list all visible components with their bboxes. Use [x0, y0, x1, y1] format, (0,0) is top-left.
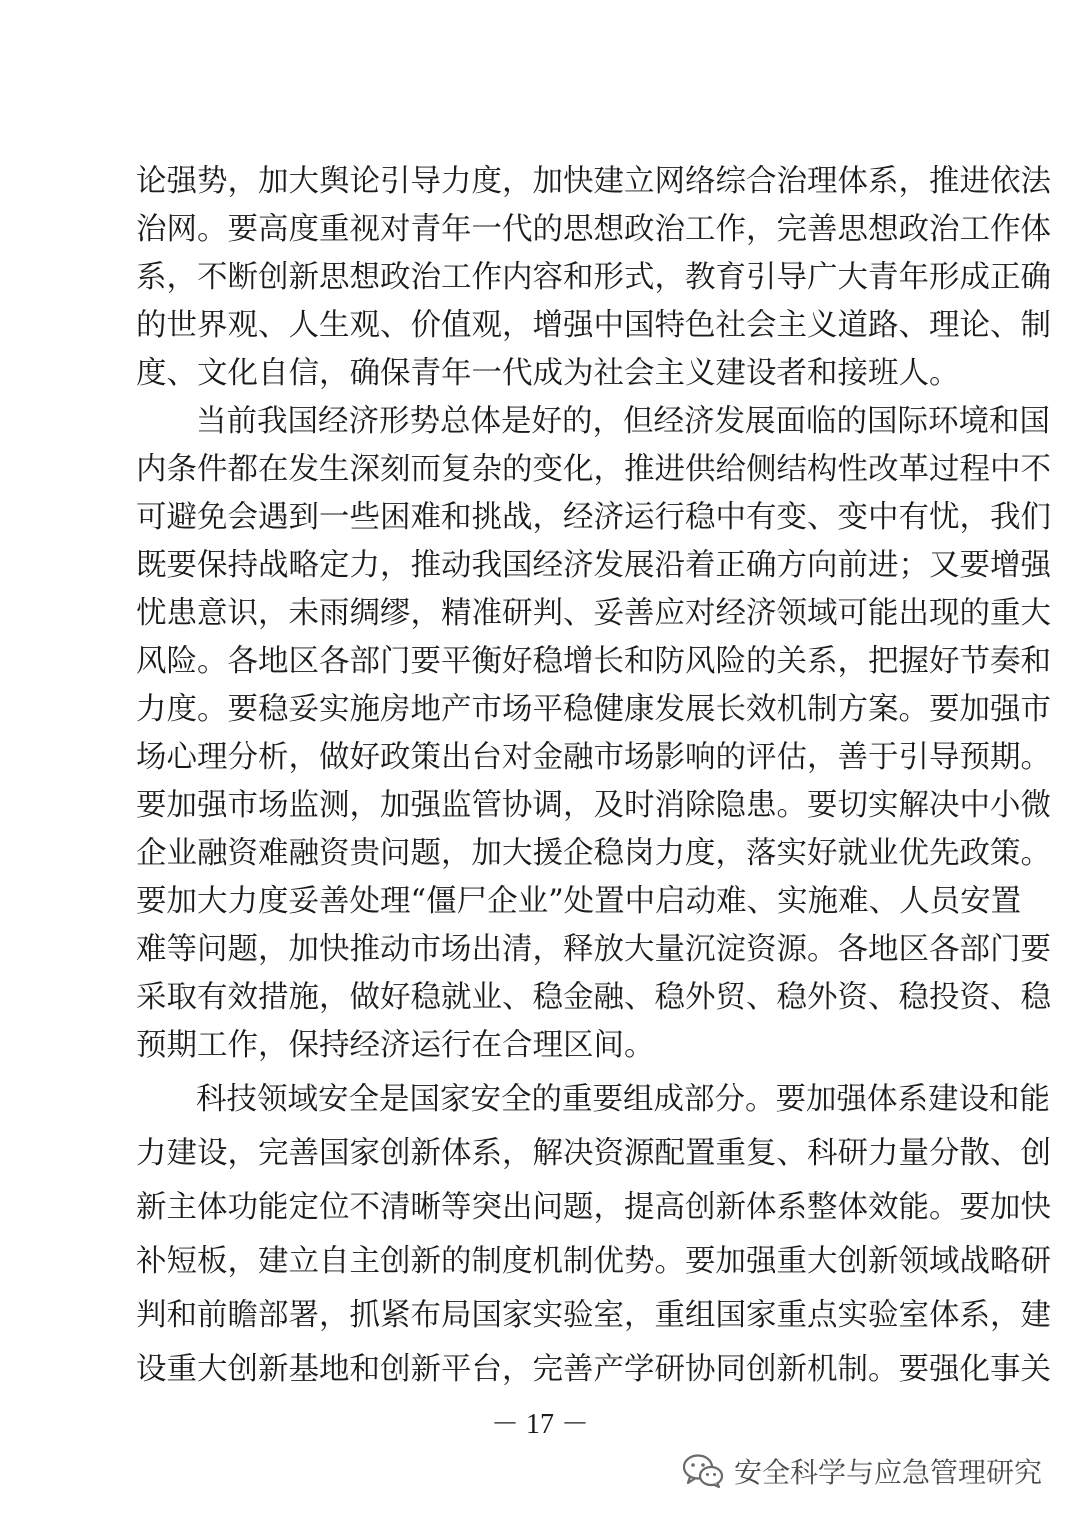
text-line: 忧患意识，未雨绸缪，精准研判、妥善应对经济领域可能出现的重大 [136, 596, 1051, 631]
wechat-icon [682, 1453, 724, 1489]
text-line: 内条件都在发生深刻而复杂的变化，推进供给侧结构性改革过程中不 [136, 452, 1051, 487]
text-line: 要加大力度妥善处理“僵尸企业”处置中启动难、实施难、人员安置 [136, 884, 1022, 919]
text-line: 要加强市场监测，加强监管协调，及时消除隐患。要切实解决中小微 [136, 788, 1051, 823]
text-line: 风险。各地区各部门要平衡好稳增长和防风险的关系，把握好节奏和 [136, 644, 1051, 679]
text-line: 判和前瞻部署，抓紧布局国家实验室，重组国家重点实验室体系，建 [136, 1298, 1051, 1333]
text-line: 企业融资难融资贵问题，加大援企稳岗力度，落实好就业优先政策。 [136, 836, 1051, 871]
text-line: 既要保持战略定力，推动我国经济发展沿着正确方向前进；又要增强 [136, 548, 1051, 583]
text-line: 补短板，建立自主创新的制度机制优势。要加强重大创新领域战略研 [136, 1244, 1051, 1279]
text-line: 场心理分析，做好政策出台对金融市场影响的评估，善于引导预期。 [136, 740, 1051, 775]
watermark [682, 1449, 1042, 1493]
text-line: 论强势，加大舆论引导力度，加快建立网络综合治理体系，推进依法 [136, 164, 1051, 199]
text-line: 系，不断创新思想政治工作内容和形式，教育引导广大青年形成正确 [136, 260, 1051, 295]
text-line: 力度。要稳妥实施房地产市场平稳健康发展长效机制方案。要加强市 [136, 692, 1051, 727]
text-line: 预期工作，保持经济运行在合理区间。 [136, 1028, 655, 1063]
text-line: 可避免会遇到一些困难和挑战，经济运行稳中有变、变中有忧，我们 [136, 500, 1051, 535]
text-line: 难等问题，加快推动市场出清，释放大量沉淀资源。各地区各部门要 [136, 932, 1051, 967]
watermark-text: 安全科学与应急管理研究 [733, 1456, 1042, 1489]
text-line: 的世界观、人生观、价值观，增强中国特色社会主义道路、理论、制 [136, 308, 1051, 343]
paragraph-first-line: 科技领域安全是国家安全的重要组成部分。要加强体系建设和能 [196, 1082, 1050, 1117]
text-line: 设重大创新基地和创新平台，完善产学研协同创新机制。要强化事关 [136, 1352, 1051, 1387]
text-line: 采取有效措施，做好稳就业、稳金融、稳外贸、稳外资、稳投资、稳 [136, 980, 1051, 1015]
text-line: 力建设，完善国家创新体系，解决资源配置重复、科研力量分散、创 [136, 1136, 1051, 1171]
text-line: 新主体功能定位不清晰等突出问题，提高创新体系整体效能。要加快 [136, 1190, 1051, 1225]
text-line: 度、文化自信，确保青年一代成为社会主义建设者和接班人。 [136, 356, 960, 391]
page-number: － 17 － [490, 1409, 589, 1440]
text-line: 治网。要高度重视对青年一代的思想政治工作，完善思想政治工作体 [136, 212, 1051, 247]
paragraph-first-line: 当前我国经济形势总体是好的，但经济发展面临的国际环境和国 [196, 404, 1050, 439]
